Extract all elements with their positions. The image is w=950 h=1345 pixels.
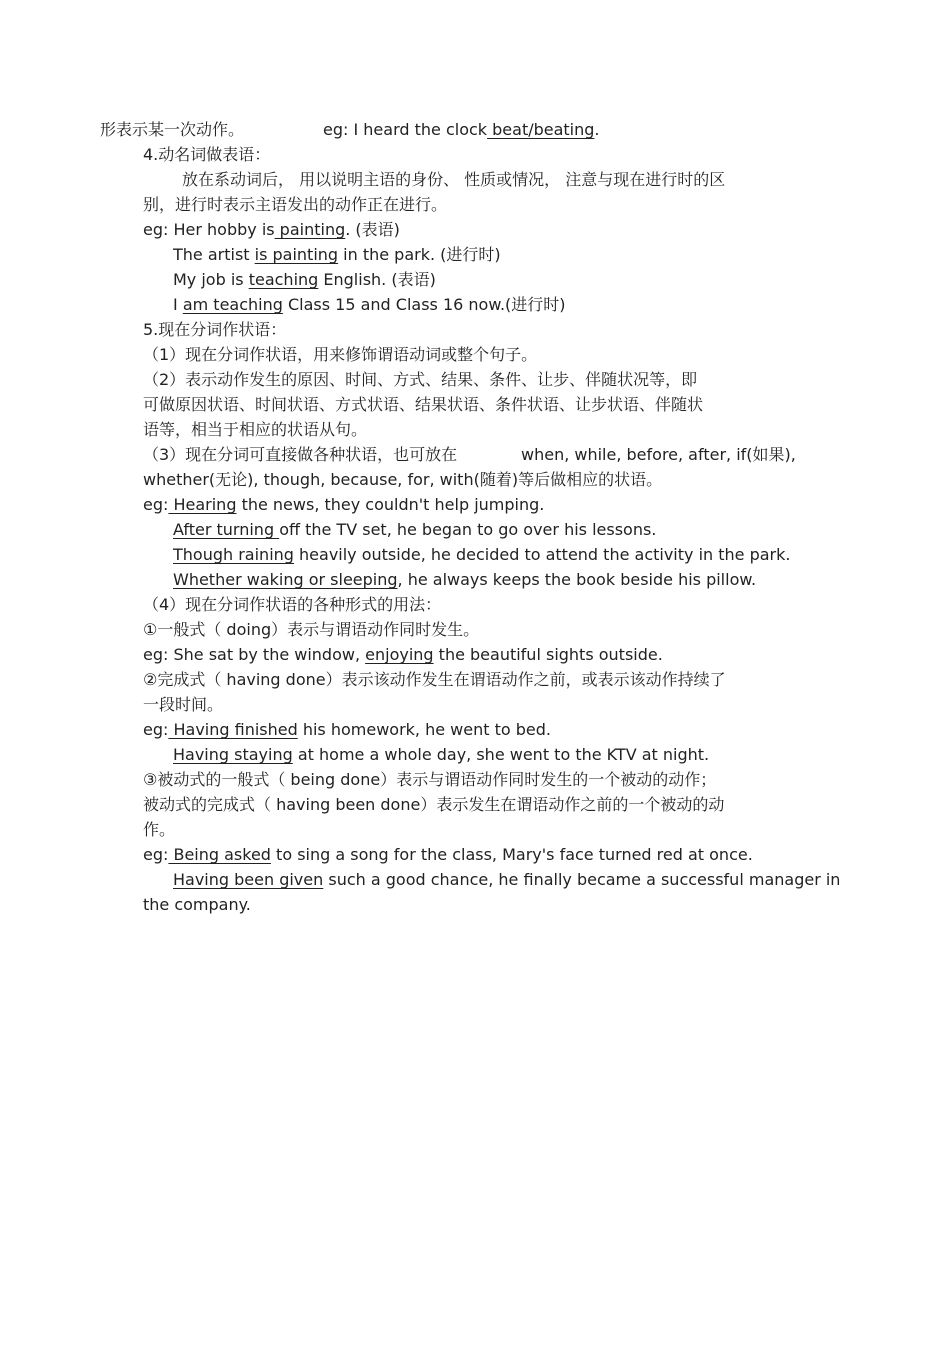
text-segment: 放在系动词后， 用以说明主语的身份、 性质或情况， 注意与现在进行时的区 <box>182 170 726 189</box>
text-line <box>143 495 544 515</box>
underlined-text: am teaching <box>182 295 283 314</box>
text-segment: ③被动式的一般式（ being done）表示与谓语动作同时发生的一个被动的动作； <box>143 770 717 789</box>
text-segment: English. (表语) <box>318 270 436 289</box>
text-line <box>143 145 270 165</box>
text-segment: eg: She sat by the window, <box>143 645 366 664</box>
text-segment: ②完成式（ having done）表示该动作发生在谓语动作之前，或表示该动作持续了 <box>143 670 726 689</box>
text-line <box>143 445 457 465</box>
text-line <box>173 520 656 540</box>
text-segment: the company. <box>143 895 251 914</box>
underlined-text: teaching <box>248 270 319 289</box>
underlined-text: Being asked <box>168 845 271 864</box>
text-segment: eg: I heard the clock <box>323 120 488 139</box>
text-segment: eg: <box>143 720 169 739</box>
text-segment: I <box>173 295 183 314</box>
text-line <box>143 820 175 840</box>
text-segment: 被动式的完成式（ having been done）表示发生在谓语动作之前的一个被动的动 <box>143 795 725 814</box>
text-segment: Class 15 and Class 16 now.(进行时) <box>282 295 566 314</box>
text-segment: （1）现在分词作状语，用来修饰谓语动词或整个句子。 <box>143 345 538 364</box>
text-segment: off the TV set, he began to go over his lessons. <box>279 520 657 539</box>
text-line <box>143 670 726 690</box>
text-line <box>143 470 662 490</box>
text-segment: ①一般式（ doing）表示与谓语动作同时发生。 <box>143 620 480 639</box>
text-line <box>143 220 400 240</box>
text-line <box>143 695 223 715</box>
text-line <box>143 720 551 740</box>
underlined-text: After turning <box>173 520 280 539</box>
text-segment: . (表语) <box>345 220 400 239</box>
text-line <box>173 295 566 315</box>
underlined-text: painting <box>274 220 346 239</box>
underlined-text: is painting <box>254 245 339 264</box>
text-segment: （4）现在分词作状语的各种形式的用法： <box>143 595 442 614</box>
text-segment: the beautiful sights outside. <box>433 645 663 664</box>
underlined-text: Hearing <box>168 495 237 514</box>
text-segment: , he always keeps the book beside his pillow. <box>397 570 757 589</box>
text-line <box>143 895 251 915</box>
text-segment: to sing a song for the class, Mary's face turned red at once. <box>270 845 753 864</box>
underlined-text: enjoying <box>365 645 434 664</box>
text-segment: eg: <box>143 495 169 514</box>
text-segment: 可做原因状语、时间状语、方式状语、结果状语、条件状语、让步状语、伴随状 <box>143 395 704 414</box>
text-line <box>323 120 600 140</box>
text-line <box>182 170 725 190</box>
text-line <box>521 445 796 465</box>
text-segment: heavily outside, he decided to attend the activity in the park. <box>293 545 791 564</box>
text-segment: 形表示某一次动作。 <box>100 120 245 139</box>
text-line <box>143 195 447 215</box>
text-segment: The artist <box>173 245 255 264</box>
underlined-text: beat/beating <box>487 120 595 139</box>
text-segment: 作。 <box>143 820 176 839</box>
text-segment: the news, they couldn't help jumping. <box>236 495 545 514</box>
text-line <box>143 595 441 615</box>
text-segment: . <box>594 120 600 139</box>
text-segment: at home a whole day, she went to the KTV at night. <box>292 745 710 764</box>
underlined-text: Whether waking or sleeping <box>173 570 398 589</box>
text-segment: eg: <box>143 845 169 864</box>
text-segment: in the park. (进行时) <box>338 245 501 264</box>
text-segment: when, while, before, after, if(如果), <box>521 445 796 464</box>
text-segment: 语等，相当于相应的状语从句。 <box>143 420 368 439</box>
text-line <box>100 120 244 140</box>
text-line <box>143 320 286 340</box>
text-line <box>143 795 724 815</box>
text-segment: （3）现在分词可直接做各种状语，也可放在 <box>143 445 458 464</box>
underlined-text: Having staying <box>173 745 293 764</box>
text-line <box>173 870 840 890</box>
underlined-text: Though raining <box>173 545 294 564</box>
text-line <box>143 845 753 865</box>
text-line <box>143 645 663 665</box>
text-line <box>173 245 501 265</box>
text-line <box>173 570 756 590</box>
text-segment: 一段时间。 <box>143 695 224 714</box>
text-segment: eg: Her hobby is <box>143 220 275 239</box>
underlined-text: Having finished <box>168 720 298 739</box>
text-segment: （2）表示动作发生的原因、时间、方式、结果、条件、让步、伴随状况等，即 <box>143 370 698 389</box>
text-segment: such a good chance, he finally became a successful manager in <box>323 870 841 889</box>
text-line <box>143 370 697 390</box>
text-line <box>173 545 790 565</box>
text-line <box>143 420 367 440</box>
text-line <box>143 620 479 640</box>
text-segment: 别，进行时表示主语发出的动作正在进行。 <box>143 195 448 214</box>
text-line <box>143 395 703 415</box>
text-segment: whether(无论), though, because, for, with(随着)等后做相应的状语。 <box>143 470 663 489</box>
text-segment: 5.现在分词作状语： <box>143 320 287 339</box>
text-line <box>173 745 709 765</box>
underlined-text: Having been given <box>173 870 324 889</box>
text-line <box>173 270 436 290</box>
text-segment: 4.动名词做表语： <box>143 145 271 164</box>
text-line <box>143 770 716 790</box>
text-line <box>143 345 537 365</box>
text-segment: his homework, he went to bed. <box>297 720 551 739</box>
text-segment: My job is <box>173 270 249 289</box>
